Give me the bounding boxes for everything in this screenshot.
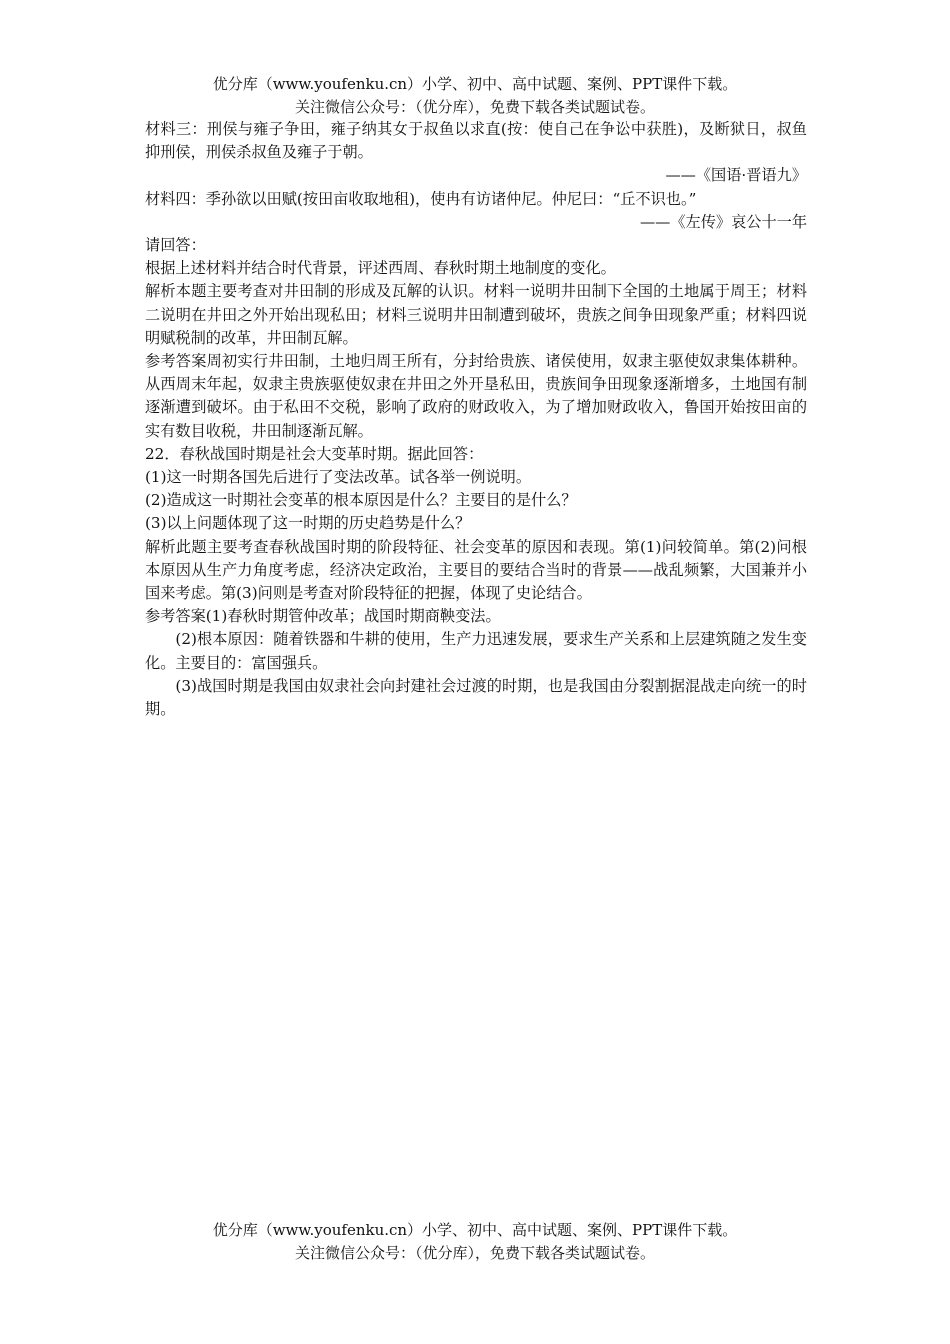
question-22-answer-2: (2)根本原因：随着铁器和牛耕的使用，生产力迅速发展，要求生产关系和上层建筑随之发生变化。主要目的：富国强兵。: [145, 630, 807, 672]
question-22-item-2: (2)造成这一时期社会变革的根本原因是什么？主要目的是什么？: [145, 491, 577, 510]
question-22-answer-1: 参考答案(1)春秋时期管仲改革；战国时期商鞅变法。: [145, 607, 501, 626]
material-3-text: 材料三：刑侯与雍子争田，雍子纳其女于叔鱼以求直(按：使自己在争讼中获胜)，及断狱日，叔鱼抑刑侯，刑侯杀叔鱼及雍子于朝。: [145, 120, 807, 162]
material-4-text: 材料四：季孙欲以田赋(按田亩收取地租)，使冉有访诸仲尼。仲尼曰：“丘不识也。”: [145, 189, 697, 208]
footer-line-1: 优分库（www.youfenku.cn）小学、初中、高中试题、案例、PPT课件下载。: [212, 1221, 738, 1239]
header-line-1: 优分库（www.youfenku.cn）小学、初中、高中试题、案例、PPT课件下载。: [212, 75, 738, 93]
question-22-item-3: (3)以上问题体现了这一时期的历史趋势是什么？: [145, 514, 471, 533]
document-body: [145, 118, 807, 721]
material-4-source: ——《左传》哀公十一年: [639, 212, 807, 231]
question-21-analysis: 解析本题主要考查对井田制的形成及瓦解的认识。材料一说明井田制下全国的土地属于周王；材料二说明在井田之外开始出现私田；材料三说明井田制遭到破坏，贵族之间争田现象严重；材料四说明赋税制的改革，井田制瓦解。: [145, 282, 807, 347]
question-21-text: 根据上述材料并结合时代背景，评述西周、春秋时期土地制度的变化。: [145, 259, 616, 278]
page-header: [0, 73, 950, 119]
question-22-analysis: 解析此题主要考查春秋战国时期的阶段特征、社会变革的原因和表现。第(1)问较简单。第(2)问根本原因从生产力角度考虑，经济决定政治，主要目的要结合当时的背景——战乱频繁，大国兼并小国来考虑。第(3)问则是考查对阶段特征的把握，体现了史论结合。: [145, 537, 807, 603]
question-22-item-1: (1)这一时期各国先后进行了变法改革。试各举一例说明。: [145, 468, 532, 487]
footer-line-2: 关注微信公众号：（优分库），免费下载各类试题试卷。: [294, 1244, 655, 1262]
question-21-answer: 参考答案周初实行井田制，土地归周王所有，分封给贵族、诸侯使用，奴隶主驱使奴隶集体耕种。从西周末年起，奴隶主贵族驱使奴隶在井田之外开垦私田，贵族间争田现象逐渐增多，土地国有制逐渐遭到破坏。由于私田不交税，影响了政府的财政收入，为了增加财政收入，鲁国开始按田亩的实有数目收税，井田制逐渐瓦解。: [145, 352, 807, 440]
question-22-title: 22．春秋战国时期是社会大变革时期。据此回答：: [145, 444, 484, 463]
page-footer: [0, 1219, 950, 1265]
material-3-source: ——《国语·晋语九》: [665, 166, 807, 185]
question-21-prompt: 请回答：: [145, 236, 206, 255]
header-line-2: 关注微信公众号：（优分库），免费下载各类试题试卷。: [294, 98, 655, 116]
question-22-answer-3: (3)战国时期是我国由奴隶社会向封建社会过渡的时期，也是我国由分裂割据混战走向统一的时期。: [145, 676, 807, 719]
